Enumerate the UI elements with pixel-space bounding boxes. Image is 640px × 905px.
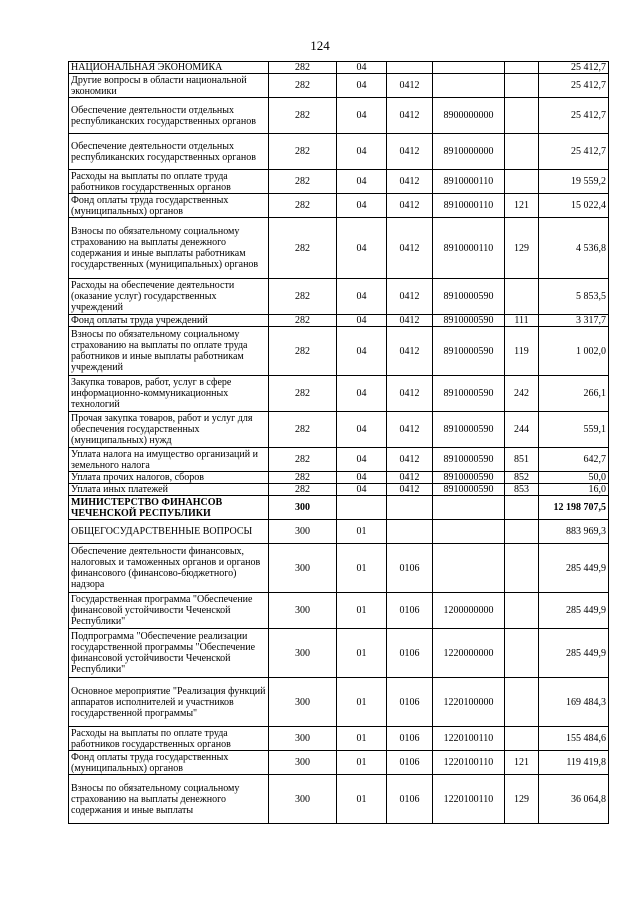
row-name: МИНИСТЕРСТВО ФИНАНСОВ ЧЕЧЕНСКОЙ РЕСПУБЛИКИ bbox=[69, 496, 269, 520]
table-row bbox=[69, 279, 609, 315]
row-expense-type bbox=[505, 520, 539, 544]
row-expense-type: 129 bbox=[505, 218, 539, 279]
row-name: Уплата прочих налогов, сборов bbox=[69, 472, 269, 484]
row-expense-type bbox=[505, 544, 539, 593]
row-name: Взносы по обязательному социальному страхованию на выплаты по оплате труда работников и иные выплаты работникам учреждений bbox=[69, 327, 269, 376]
row-subsection: 0412 bbox=[387, 315, 433, 327]
row-sum: 285 449,9 bbox=[539, 629, 609, 678]
row-section: 01 bbox=[337, 751, 387, 775]
table-row bbox=[69, 74, 609, 98]
row-code: 300 bbox=[269, 629, 337, 678]
row-expense-type bbox=[505, 74, 539, 98]
row-article: 8910000590 bbox=[433, 376, 505, 412]
row-subsection bbox=[387, 62, 433, 74]
row-article: 8910000590 bbox=[433, 472, 505, 484]
table-row bbox=[69, 544, 609, 593]
row-code: 282 bbox=[269, 98, 337, 134]
table-row bbox=[69, 412, 609, 448]
row-code: 282 bbox=[269, 134, 337, 170]
row-subsection: 0412 bbox=[387, 194, 433, 218]
row-subsection: 0412 bbox=[387, 327, 433, 376]
table-row bbox=[69, 484, 609, 496]
row-name: Подпрограмма "Обеспечение реализации государственной программы "Обеспечение финансовой устойчивости Чеченской Республики" bbox=[69, 629, 269, 678]
row-sum: 642,7 bbox=[539, 448, 609, 472]
row-code: 300 bbox=[269, 593, 337, 629]
row-subsection: 0106 bbox=[387, 751, 433, 775]
table-row bbox=[69, 520, 609, 544]
row-code: 300 bbox=[269, 678, 337, 727]
row-expense-type bbox=[505, 593, 539, 629]
row-expense-type: 111 bbox=[505, 315, 539, 327]
row-subsection: 0106 bbox=[387, 727, 433, 751]
row-article: 1200000000 bbox=[433, 593, 505, 629]
row-sum: 3 317,7 bbox=[539, 315, 609, 327]
row-sum: 25 412,7 bbox=[539, 62, 609, 74]
row-subsection: 0412 bbox=[387, 448, 433, 472]
row-article bbox=[433, 496, 505, 520]
row-sum: 4 536,8 bbox=[539, 218, 609, 279]
table-row bbox=[69, 62, 609, 74]
row-sum: 25 412,7 bbox=[539, 134, 609, 170]
row-expense-type bbox=[505, 727, 539, 751]
row-subsection: 0412 bbox=[387, 218, 433, 279]
row-code: 282 bbox=[269, 194, 337, 218]
row-expense-type: 121 bbox=[505, 751, 539, 775]
row-sum: 266,1 bbox=[539, 376, 609, 412]
row-expense-type bbox=[505, 62, 539, 74]
row-sum: 36 064,8 bbox=[539, 775, 609, 824]
row-name: Взносы по обязательному социальному страхованию на выплаты денежного содержания и иные выплаты работникам государственных (муниципальных) органов bbox=[69, 218, 269, 279]
row-article: 8910000590 bbox=[433, 448, 505, 472]
row-article: 1220100110 bbox=[433, 775, 505, 824]
row-name: Фонд оплаты труда государственных (муниципальных) органов bbox=[69, 751, 269, 775]
row-sum: 1 002,0 bbox=[539, 327, 609, 376]
row-sum: 50,0 bbox=[539, 472, 609, 484]
row-section: 01 bbox=[337, 593, 387, 629]
row-subsection bbox=[387, 496, 433, 520]
row-expense-type: 119 bbox=[505, 327, 539, 376]
row-expense-type: 851 bbox=[505, 448, 539, 472]
row-section: 04 bbox=[337, 74, 387, 98]
row-sum: 559,1 bbox=[539, 412, 609, 448]
table-row bbox=[69, 727, 609, 751]
row-section: 04 bbox=[337, 472, 387, 484]
row-section: 01 bbox=[337, 727, 387, 751]
row-name: ОБЩЕГОСУДАРСТВЕННЫЕ ВОПРОСЫ bbox=[69, 520, 269, 544]
row-code: 282 bbox=[269, 448, 337, 472]
row-name: Государственная программа "Обеспечение финансовой устойчивости Чеченской Республики" bbox=[69, 593, 269, 629]
table-row bbox=[69, 751, 609, 775]
row-section: 04 bbox=[337, 279, 387, 315]
row-section: 04 bbox=[337, 484, 387, 496]
row-article bbox=[433, 74, 505, 98]
row-subsection: 0412 bbox=[387, 376, 433, 412]
row-name: Расходы на обеспечение деятельности (оказание услуг) государственных учреждений bbox=[69, 279, 269, 315]
row-subsection: 0412 bbox=[387, 98, 433, 134]
row-code: 300 bbox=[269, 727, 337, 751]
row-sum: 25 412,7 bbox=[539, 98, 609, 134]
row-subsection bbox=[387, 520, 433, 544]
row-section: 04 bbox=[337, 62, 387, 74]
row-article: 8910000110 bbox=[433, 170, 505, 194]
row-section: 04 bbox=[337, 98, 387, 134]
row-article bbox=[433, 544, 505, 593]
row-section: 01 bbox=[337, 678, 387, 727]
row-expense-type: 244 bbox=[505, 412, 539, 448]
row-subsection: 0412 bbox=[387, 134, 433, 170]
row-name: Взносы по обязательному социальному страхованию на выплаты денежного содержания и иные выплаты bbox=[69, 775, 269, 824]
row-expense-type: 121 bbox=[505, 194, 539, 218]
row-expense-type bbox=[505, 678, 539, 727]
row-subsection: 0106 bbox=[387, 593, 433, 629]
row-subsection: 0412 bbox=[387, 170, 433, 194]
row-code: 282 bbox=[269, 472, 337, 484]
budget-table bbox=[68, 61, 609, 824]
row-code: 282 bbox=[269, 218, 337, 279]
row-expense-type: 129 bbox=[505, 775, 539, 824]
row-sum: 155 484,6 bbox=[539, 727, 609, 751]
row-section: 04 bbox=[337, 170, 387, 194]
row-name: Другие вопросы в области национальной экономики bbox=[69, 74, 269, 98]
row-article: 8910000590 bbox=[433, 484, 505, 496]
table-row bbox=[69, 678, 609, 727]
row-section: 04 bbox=[337, 218, 387, 279]
row-sum: 285 449,9 bbox=[539, 544, 609, 593]
row-section: 01 bbox=[337, 520, 387, 544]
table-row bbox=[69, 448, 609, 472]
row-article: 8910000590 bbox=[433, 279, 505, 315]
row-subsection: 0106 bbox=[387, 775, 433, 824]
row-sum: 16,0 bbox=[539, 484, 609, 496]
row-sum: 883 969,3 bbox=[539, 520, 609, 544]
row-name: Обеспечение деятельности отдельных республиканских государственных органов bbox=[69, 98, 269, 134]
row-code: 282 bbox=[269, 412, 337, 448]
row-sum: 285 449,9 bbox=[539, 593, 609, 629]
row-section: 04 bbox=[337, 448, 387, 472]
table-row bbox=[69, 194, 609, 218]
row-section: 04 bbox=[337, 412, 387, 448]
page-number: 124 bbox=[310, 38, 330, 53]
row-subsection: 0106 bbox=[387, 678, 433, 727]
row-code: 282 bbox=[269, 170, 337, 194]
table-row bbox=[69, 593, 609, 629]
table-row bbox=[69, 472, 609, 484]
table-row bbox=[69, 775, 609, 824]
table-row bbox=[69, 170, 609, 194]
row-expense-type: 853 bbox=[505, 484, 539, 496]
row-name: Прочая закупка товаров, работ и услуг для обеспечения государственных (муниципальных) нужд bbox=[69, 412, 269, 448]
row-sum: 25 412,7 bbox=[539, 74, 609, 98]
row-sum: 15 022,4 bbox=[539, 194, 609, 218]
table-row bbox=[69, 376, 609, 412]
row-section: 04 bbox=[337, 134, 387, 170]
row-sum: 119 419,8 bbox=[539, 751, 609, 775]
table-row bbox=[69, 218, 609, 279]
row-code: 300 bbox=[269, 544, 337, 593]
row-name: Уплата иных платежей bbox=[69, 484, 269, 496]
row-expense-type bbox=[505, 496, 539, 520]
row-name: Основное мероприятие "Реализация функций аппаратов исполнителей и участников государственной программы" bbox=[69, 678, 269, 727]
row-article: 1220100000 bbox=[433, 678, 505, 727]
row-article bbox=[433, 62, 505, 74]
row-name: Расходы на выплаты по оплате труда работников государственных органов bbox=[69, 727, 269, 751]
row-subsection: 0412 bbox=[387, 279, 433, 315]
row-article: 1220100110 bbox=[433, 751, 505, 775]
table-row bbox=[69, 134, 609, 170]
row-name: Закупка товаров, работ, услуг в сфере информационно-коммуникационных технологий bbox=[69, 376, 269, 412]
row-code: 282 bbox=[269, 484, 337, 496]
row-name: Обеспечение деятельности финансовых, налоговых и таможенных органов и органов финансового (финансово-бюджетного) надзора bbox=[69, 544, 269, 593]
row-section bbox=[337, 496, 387, 520]
row-code: 282 bbox=[269, 62, 337, 74]
table-row bbox=[69, 496, 609, 520]
row-expense-type bbox=[505, 629, 539, 678]
row-sum: 169 484,3 bbox=[539, 678, 609, 727]
row-section: 04 bbox=[337, 315, 387, 327]
row-section: 01 bbox=[337, 775, 387, 824]
row-expense-type bbox=[505, 134, 539, 170]
row-subsection: 0106 bbox=[387, 544, 433, 593]
row-name: НАЦИОНАЛЬНАЯ ЭКОНОМИКА bbox=[69, 62, 269, 74]
row-subsection: 0412 bbox=[387, 74, 433, 98]
row-article: 8910000000 bbox=[433, 134, 505, 170]
row-section: 04 bbox=[337, 376, 387, 412]
row-code: 300 bbox=[269, 520, 337, 544]
row-subsection: 0106 bbox=[387, 629, 433, 678]
row-section: 01 bbox=[337, 629, 387, 678]
row-section: 04 bbox=[337, 194, 387, 218]
row-article: 8910000590 bbox=[433, 412, 505, 448]
row-expense-type bbox=[505, 279, 539, 315]
row-subsection: 0412 bbox=[387, 472, 433, 484]
row-name: Фонд оплаты труда государственных (муниципальных) органов bbox=[69, 194, 269, 218]
row-article: 8910000590 bbox=[433, 327, 505, 376]
row-expense-type: 852 bbox=[505, 472, 539, 484]
row-section: 04 bbox=[337, 327, 387, 376]
row-article: 1220000000 bbox=[433, 629, 505, 678]
row-article: 8900000000 bbox=[433, 98, 505, 134]
row-name: Обеспечение деятельности отдельных республиканских государственных органов bbox=[69, 134, 269, 170]
row-code: 282 bbox=[269, 327, 337, 376]
row-expense-type bbox=[505, 170, 539, 194]
row-code: 282 bbox=[269, 279, 337, 315]
row-subsection: 0412 bbox=[387, 484, 433, 496]
row-section: 01 bbox=[337, 544, 387, 593]
row-code: 300 bbox=[269, 496, 337, 520]
row-expense-type bbox=[505, 98, 539, 134]
table-row bbox=[69, 629, 609, 678]
row-code: 282 bbox=[269, 376, 337, 412]
table-row bbox=[69, 327, 609, 376]
row-article: 8910000110 bbox=[433, 194, 505, 218]
row-code: 300 bbox=[269, 751, 337, 775]
row-article: 8910000110 bbox=[433, 218, 505, 279]
row-subsection: 0412 bbox=[387, 412, 433, 448]
row-article: 1220100110 bbox=[433, 727, 505, 751]
row-code: 282 bbox=[269, 74, 337, 98]
row-sum: 12 198 707,5 bbox=[539, 496, 609, 520]
row-sum: 5 853,5 bbox=[539, 279, 609, 315]
table-row bbox=[69, 315, 609, 327]
row-name: Расходы на выплаты по оплате труда работников государственных органов bbox=[69, 170, 269, 194]
table-row bbox=[69, 98, 609, 134]
row-sum: 19 559,2 bbox=[539, 170, 609, 194]
row-name: Уплата налога на имущество организаций и земельного налога bbox=[69, 448, 269, 472]
row-article bbox=[433, 520, 505, 544]
row-code: 300 bbox=[269, 775, 337, 824]
row-expense-type: 242 bbox=[505, 376, 539, 412]
row-code: 282 bbox=[269, 315, 337, 327]
row-article: 8910000590 bbox=[433, 315, 505, 327]
row-name: Фонд оплаты труда учреждений bbox=[69, 315, 269, 327]
